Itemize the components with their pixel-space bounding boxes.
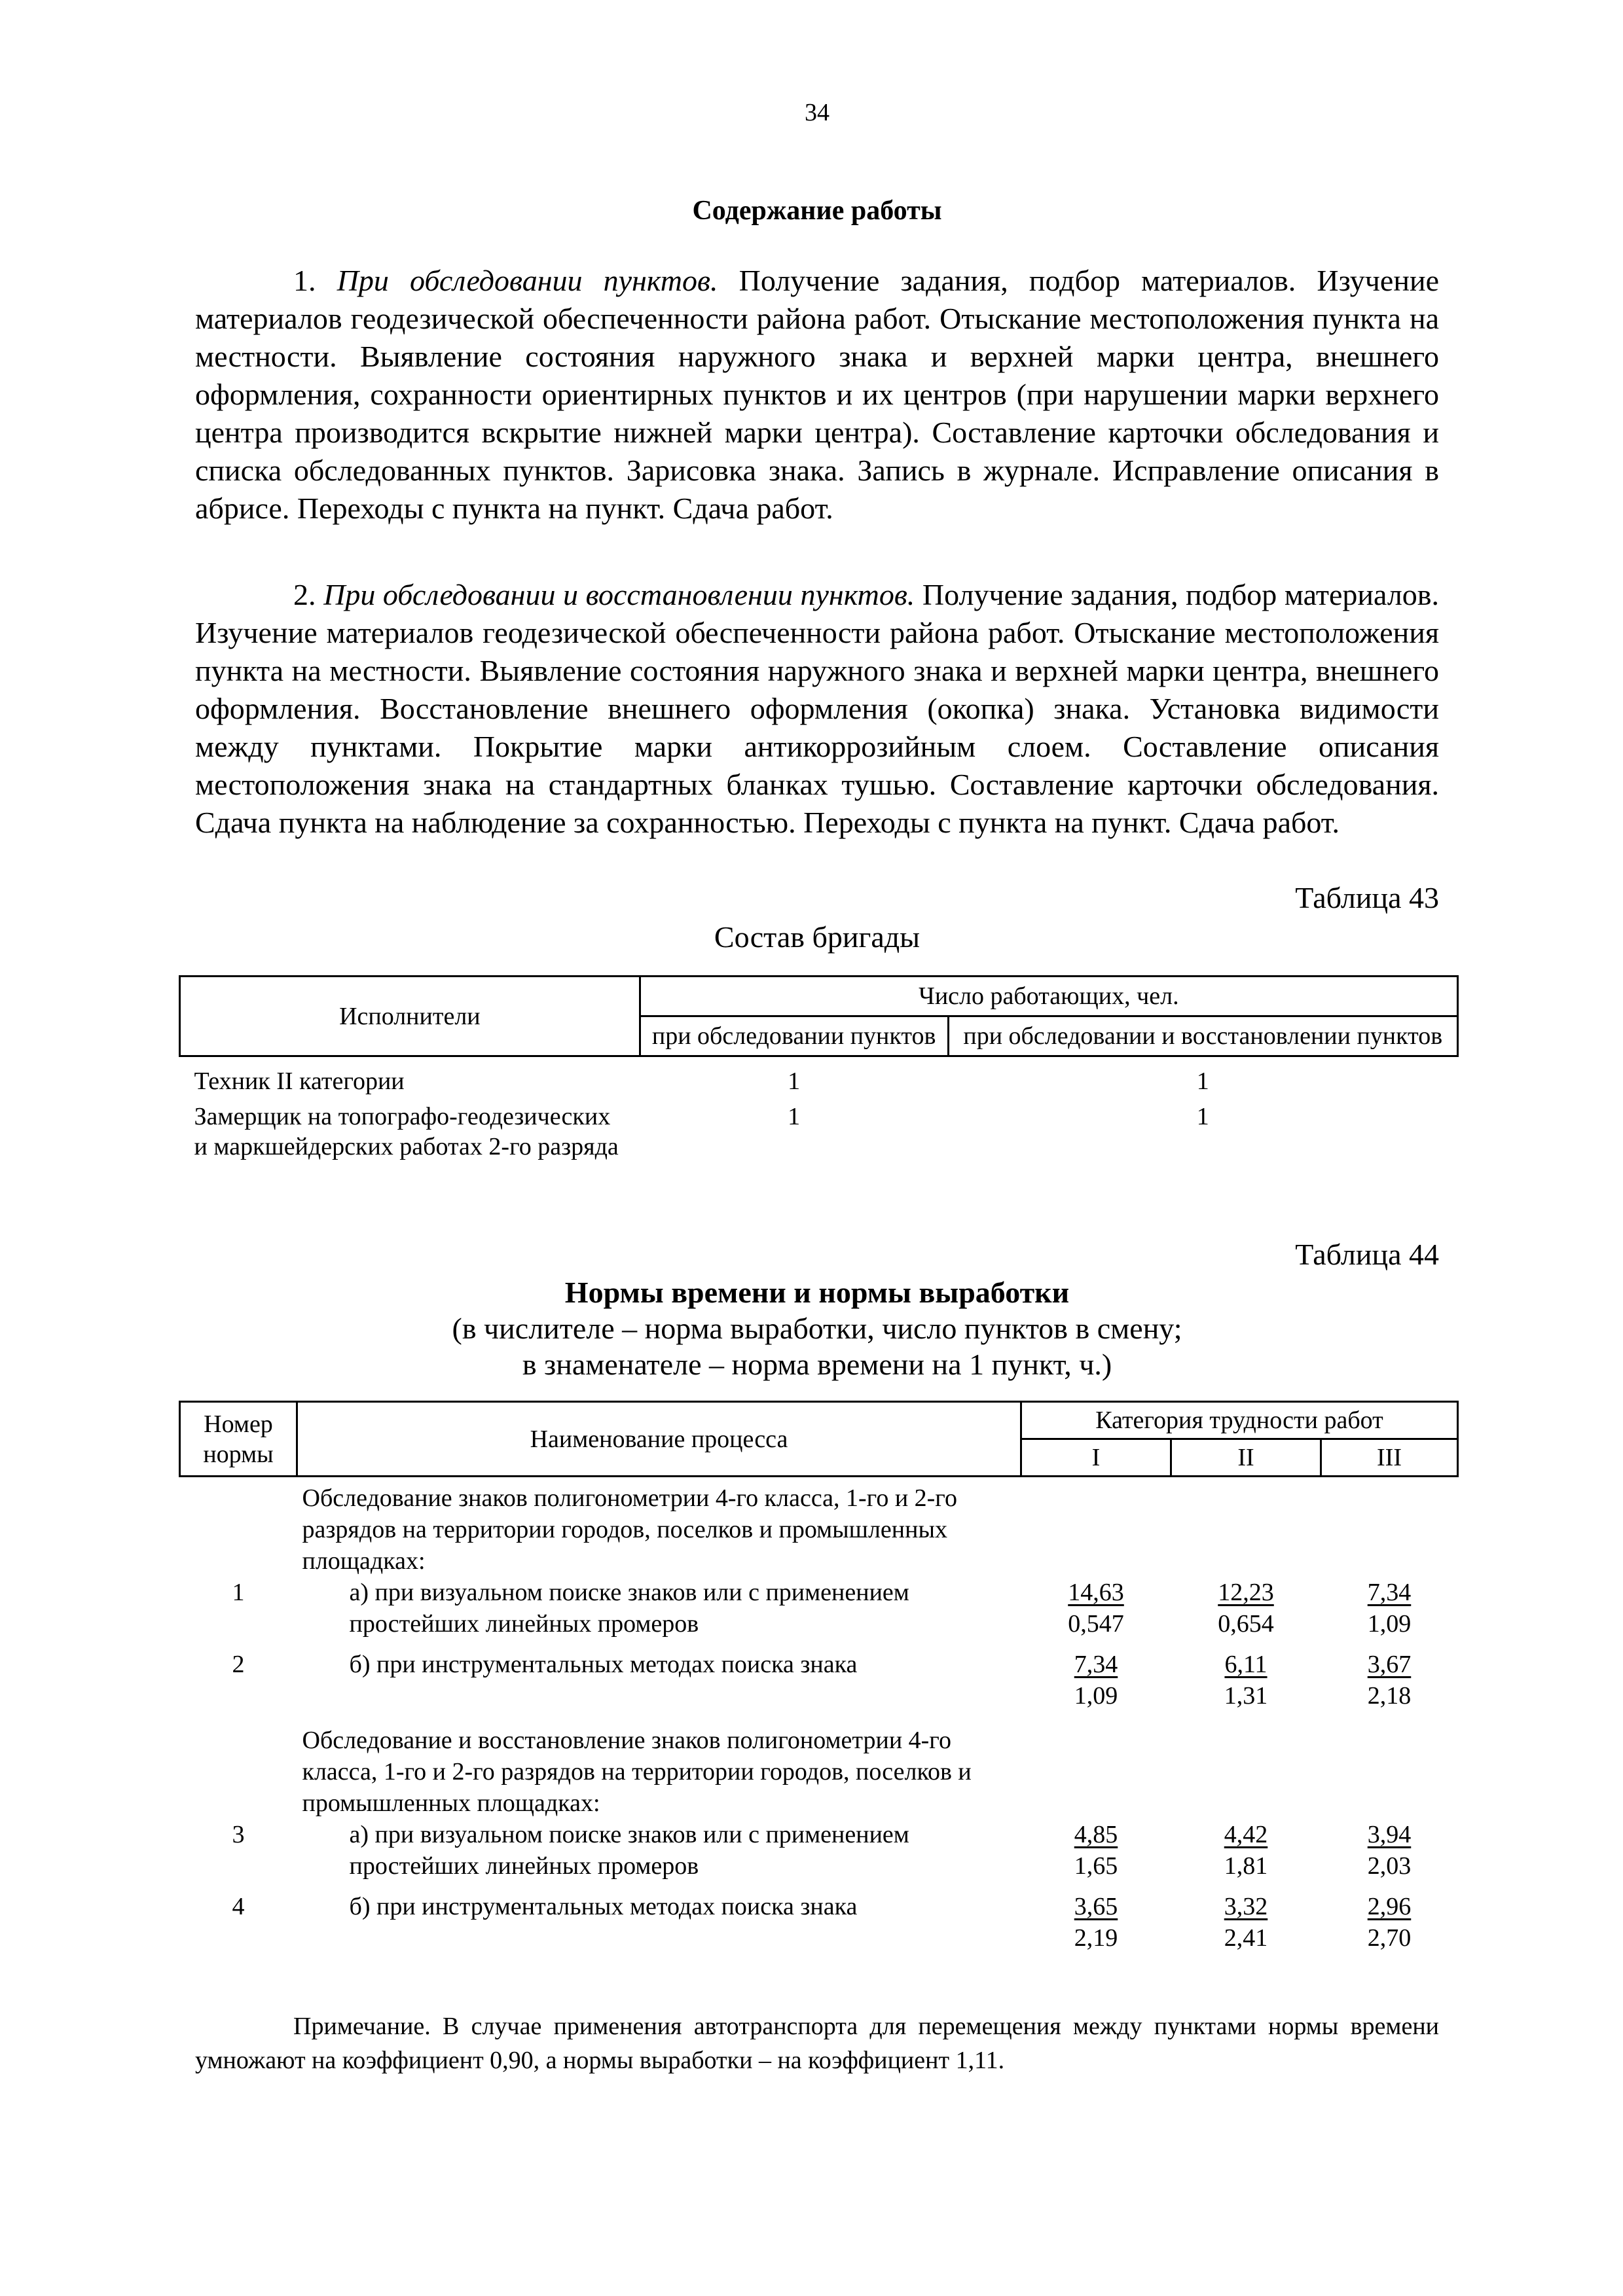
group-heading: Обследование и восстановление знаков полигонометрии 4-го класса, 1-го и 2-го разрядов на территории городов, поселков и промышленных площадках: — [302, 1727, 972, 1817]
category-value — [1171, 1577, 1321, 1640]
table-43-title: Состав бригады — [714, 920, 921, 954]
table-row — [180, 1099, 1458, 1164]
norm-fraction — [1368, 1649, 1412, 1712]
output-norm: 2,96 — [1367, 1893, 1412, 1920]
group-heading: Обследование знаков полигонометрии 4-го класса, 1-го и 2-го разрядов на территории городов, поселков и промышленных площадках: — [302, 1484, 957, 1575]
paragraph-text: Получение задания, подбор материалов. Изучение материалов геодезической обеспеченности района работ. Отыскание местоположения пункта на местности. Выявление состояния наружного знака и верхней марки центра, внешнего оформления, сохранности ориентирных пунктов и их центров (при нарушении марки верхнего центра производится вскрытие нижней марки центра). Составление карточки обследования и списка обследованных пунктов. Зарисовка знака. Запись в журнале. Исправление описания в абрисе. Переходы с пункта на пункт. Сдача работ. — [195, 264, 1440, 525]
output-norm: 3,65 — [1074, 1893, 1118, 1920]
norms-table — [179, 1401, 1459, 1954]
header-category-3: III — [1321, 1439, 1458, 1477]
table-row — [180, 1640, 1458, 1712]
norm-fraction — [1074, 1891, 1118, 1954]
output-norm: 6,11 — [1224, 1651, 1267, 1678]
norm-fraction — [1224, 1649, 1268, 1712]
header-category-2: II — [1171, 1439, 1321, 1477]
category-value — [1171, 1882, 1321, 1954]
count-survey: 1 — [788, 1067, 801, 1095]
process-name: а) при визуальном поиске знаков или с применением простейших линейных промеров — [349, 1821, 909, 1880]
category-value — [1321, 1819, 1458, 1882]
output-norm: 12,23 — [1218, 1579, 1274, 1606]
time-norm: 2,03 — [1367, 1852, 1412, 1880]
header-difficulty-category: Категория трудности работ — [1021, 1402, 1458, 1439]
category-value — [1321, 1640, 1458, 1712]
empty-cell — [180, 1477, 297, 1577]
header-process-name: Наименование процесса — [297, 1402, 1021, 1477]
category-value — [1321, 1882, 1458, 1954]
category-value — [1021, 1640, 1171, 1712]
table-note: Примечание. В случае применения автотранспорта для перемещения между пунктами нормы времени умножают на коэффициент 0,90, а нормы выработки – на коэффициент 1,11. — [195, 2013, 1439, 2074]
table-44-subtitle-2: в знаменателе – норма времени на 1 пункт, ч.) — [522, 1348, 1112, 1381]
norm-fraction — [1224, 1819, 1268, 1882]
time-norm: 0,654 — [1218, 1610, 1274, 1638]
paragraph-heading: При обследовании пунктов. — [337, 264, 718, 297]
norm-number: 1 — [232, 1579, 245, 1606]
count-survey: 1 — [788, 1103, 801, 1130]
group-heading-row — [180, 1477, 1458, 1577]
header-workers-count: Число работающих, чел. — [640, 977, 1457, 1016]
count-survey-restore: 1 — [1196, 1067, 1209, 1095]
output-norm: 7,34 — [1367, 1579, 1412, 1606]
table-43-label: Таблица 43 — [1295, 881, 1439, 914]
performer-name: Техник II категории — [194, 1067, 405, 1095]
time-norm: 1,31 — [1224, 1682, 1268, 1710]
norm-number: 4 — [232, 1893, 245, 1920]
time-norm: 1,65 — [1074, 1852, 1118, 1880]
norm-fraction — [1368, 1819, 1412, 1882]
group-heading-row — [180, 1712, 1458, 1819]
header-norm-number: Номер нормы — [180, 1402, 297, 1477]
norm-fraction — [1368, 1891, 1412, 1954]
time-norm: 2,41 — [1224, 1924, 1268, 1952]
time-norm: 1,09 — [1074, 1682, 1118, 1710]
table-44-label: Таблица 44 — [1295, 1238, 1439, 1271]
output-norm: 7,34 — [1074, 1651, 1118, 1678]
header-category-1: I — [1021, 1439, 1171, 1477]
table-row — [180, 1819, 1458, 1882]
time-norm: 0,547 — [1068, 1610, 1124, 1638]
output-norm: 4,42 — [1224, 1821, 1268, 1848]
category-value — [1321, 1577, 1458, 1640]
norm-fraction — [1224, 1891, 1268, 1954]
output-norm: 14,63 — [1068, 1579, 1124, 1606]
norm-fraction — [1068, 1577, 1124, 1640]
output-norm: 3,67 — [1367, 1651, 1412, 1678]
header-performers: Исполнители — [180, 977, 640, 1056]
crew-table — [179, 975, 1459, 1164]
process-name: б) при инструментальных методах поиска знака — [349, 1651, 858, 1678]
empty-cell — [1021, 1477, 1458, 1577]
category-value — [1171, 1819, 1321, 1882]
paragraph-2 — [195, 576, 1439, 842]
paragraph-number: 2. — [293, 578, 316, 611]
count-survey-restore: 1 — [1196, 1103, 1209, 1130]
norm-number: 3 — [232, 1821, 245, 1848]
paragraph-1 — [195, 262, 1439, 528]
output-norm: 3,32 — [1224, 1893, 1268, 1920]
table-row — [180, 1577, 1458, 1640]
empty-cell — [1021, 1712, 1458, 1819]
category-value — [1171, 1640, 1321, 1712]
table-row — [180, 1056, 1458, 1100]
time-norm: 1,81 — [1224, 1852, 1268, 1880]
section-title: Содержание работы — [692, 196, 942, 226]
process-name: а) при визуальном поиске знаков или с применением простейших линейных промеров — [349, 1579, 909, 1638]
norm-number: 2 — [232, 1651, 245, 1678]
time-norm: 2,70 — [1367, 1924, 1412, 1952]
paragraph-number: 1. — [293, 264, 316, 297]
table-44-subtitle-1: (в числителе – норма выработки, число пунктов в смену; — [452, 1312, 1182, 1345]
header-survey: при обследовании пунктов — [640, 1016, 948, 1056]
time-norm: 1,09 — [1367, 1610, 1412, 1638]
time-norm: 2,18 — [1367, 1682, 1412, 1710]
paragraph-text: Получение задания, подбор материалов. Изучение материалов геодезической обеспеченности района работ. Отыскание местоположения пункта на местности. Выявление состояния наружного знака и верхней марки центра, внешнего оформления. Восстановление внешнего оформления (окопка) знака. Установка видимости между пунктами. Покрытие марки антикоррозийным слоем. Составление описания местоположения знака на стандартных бланках тушью. Составление карточки обследования. Сдача пункта на наблюдение за сохранностью. Переходы с пункта на пункт. Сдача работ. — [195, 578, 1439, 839]
norm-fraction — [1218, 1577, 1274, 1640]
norm-fraction — [1074, 1649, 1118, 1712]
category-value — [1021, 1819, 1171, 1882]
empty-cell — [180, 1712, 297, 1819]
table-44-title: Нормы времени и нормы выработки — [564, 1276, 1070, 1309]
process-name: б) при инструментальных методах поиска знака — [349, 1893, 858, 1920]
header-survey-restore: при обследовании и восстановлении пунктов — [948, 1016, 1457, 1056]
category-value — [1021, 1882, 1171, 1954]
time-norm: 2,19 — [1074, 1924, 1118, 1952]
category-value — [1021, 1577, 1171, 1640]
output-norm: 3,94 — [1367, 1821, 1412, 1848]
paragraph-heading: При обследовании и восстановлении пунктов. — [323, 578, 915, 611]
table-row — [180, 1882, 1458, 1954]
output-norm: 4,85 — [1074, 1821, 1118, 1848]
norm-fraction — [1368, 1577, 1412, 1640]
page-number: 34 — [805, 99, 830, 126]
performer-name: Замерщик на топографо-геодезических и маркшейдерских работах 2-го разряда — [194, 1103, 619, 1160]
norm-fraction — [1074, 1819, 1118, 1882]
